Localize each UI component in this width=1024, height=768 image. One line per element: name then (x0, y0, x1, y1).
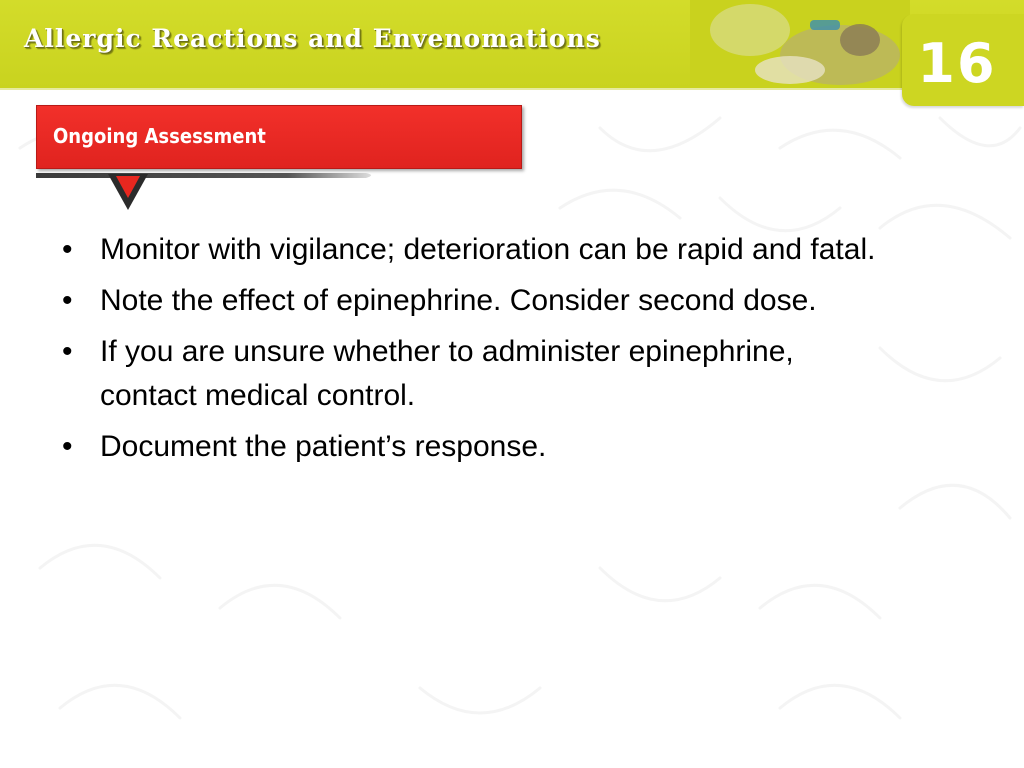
bullet-glyph: • (62, 233, 73, 266)
section-title: Ongoing Assessment (53, 124, 266, 148)
bullet-item (56, 330, 876, 418)
bullet-glyph: • (62, 335, 73, 368)
header-band (0, 0, 1024, 95)
banner-underline (36, 170, 376, 180)
bullet-glyph: • (62, 284, 73, 317)
chapter-tab (902, 14, 1024, 106)
pointer-arrow-icon (108, 174, 148, 212)
bullet-item (56, 279, 876, 323)
bullet-text: If you are unsure whether to administer epinephrine, contact medical control. (100, 335, 794, 412)
bullet-glyph: • (62, 430, 73, 463)
bullet-text: Note the effect of epinephrine. Consider second dose. (100, 284, 817, 317)
bullet-item (56, 425, 876, 469)
bullet-item (56, 228, 876, 272)
bullet-text: Document the patient’s response. (100, 430, 547, 463)
section-banner (36, 105, 522, 169)
bullet-text: Monitor with vigilance; deterioration can be rapid and fatal. (100, 233, 876, 266)
bullet-list (56, 228, 876, 476)
header-photo (690, 0, 910, 88)
chapter-number: 16 (917, 32, 997, 95)
header-title: Allergic Reactions and Envenomations (24, 24, 601, 53)
